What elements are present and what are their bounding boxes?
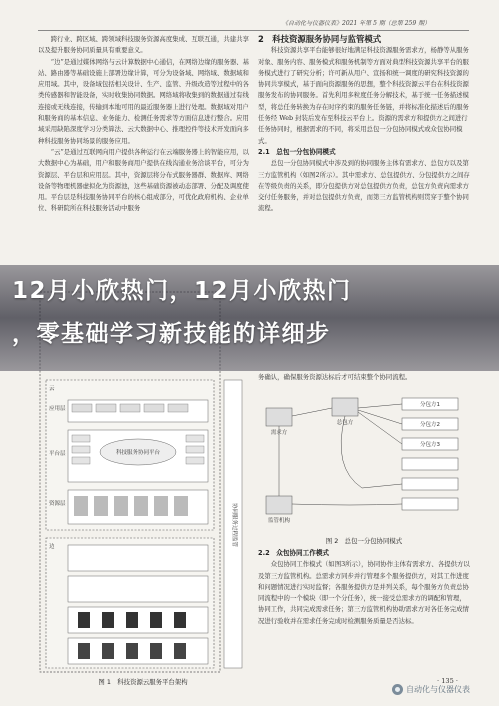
- app-layer-label: 应用层: [49, 406, 66, 412]
- resource-layer-label: 资源层: [49, 501, 66, 507]
- edge-zone: [46, 538, 214, 668]
- subcontractor-nodes: [402, 398, 458, 510]
- watermark-text: 自动化与仪器仪表: [406, 685, 470, 694]
- left-paragraph-1: 跨行业、跨区域、跨领域科技服务资源高度集成、互联互通，共建共享以及提升服务协同质量具有重要意义。: [38, 35, 249, 55]
- watermark: [392, 684, 470, 695]
- section-title: 2 科技资源服务协同与监管模式: [258, 34, 382, 44]
- sub3-label: 分包方3: [420, 442, 440, 448]
- platform-layer-label: 平台层: [49, 451, 66, 457]
- contractor-label: 总包方: [336, 420, 354, 426]
- wechat-account-icon: [392, 684, 403, 695]
- left-paragraph-3: “云”是通过互联网向用户提供各种运行在云端服务器上的智能应用，以大数据中心为基础，用户和服务商用户提供在线沟通业务洽谈平台，可分为资源层、平台层和应用层。其中，资源层将分布式服务器群、数据库、网络设备等物理机器虚拟化为资源池，这些基础资源被动态部署、分配及调度使用。平台层是科技服务协同平台的核心组成部分，可优化政府机构、企业单位、科研院所在科技服务活动中服务: [38, 147, 250, 213]
- cloud-label: 云: [49, 386, 55, 392]
- figure1-caption: 图 1 科技资源云服务平台架构: [98, 678, 188, 686]
- service-platform-label: 科技服务协同平台: [115, 450, 161, 456]
- sub1-label: 分包方1: [420, 402, 440, 408]
- right-middle-paragraph: 务确认，确保服务资源达标后才可结束整个协同流程。: [258, 373, 412, 381]
- subsection-1-text: 总包一分包协同模式中涉及到的协同服务主体有需求方、总包方以及第三方监管机构（如图2所示）。其中需求方、总包提供方、分包提供方之间存在等级负责的关系，即分包提供方对总包提供方负责，总包方负责向需求方交付任务服务，并对总包提供方负责，而第三方监管机构则贯穿于整个协同流程。: [258, 159, 470, 213]
- page-number: · 135 ·: [437, 677, 458, 685]
- right-column-text: [258, 34, 470, 266]
- header-rule: [38, 30, 469, 31]
- subsection-title-2: 2.2 众包协同工作模式: [258, 549, 330, 557]
- sub2-label: 分包方2: [420, 422, 440, 428]
- header-journal-title: 《自动化与仪器仪表》2021 年第 5 期（总第 259 期）: [282, 20, 431, 27]
- left-column-text: [38, 34, 250, 262]
- banner-headline-line2: ，零基础学习新技能的详细步: [12, 321, 331, 347]
- supervision-side-label: 协同服务过程监管: [231, 502, 237, 548]
- right-middle-text: [258, 372, 470, 388]
- figure2-contract-diagram: [262, 388, 468, 538]
- subsection-title-1: 2.1 总包一分包协同模式: [258, 147, 336, 156]
- right-paragraph-1: 科技资源共享平台能够很好地满足科技资源服务需求方，杨静等从服务对象、服务内容、服务模式和服务机制等方面对典型科技资源共享平台的服务模式进行了研究分析；许可新从用户、宣扬和统一调度的研究科技资源的协同共享模式，基于面向资源服务的思想，整个科技资源云平台在科技资源服务发布的协同服务。首先利用多粒度任务分解技术，基于统一任务描述模型，将总任务转换为存在时序约束的服务任务链，并将标准化描述后的服务任务经 Web 封装后发布至科技云平台上。资源的需求方和提供方之间进行任务协同时，根据需求的不同，将采用总包一分包协同模式或众包协同模式。: [258, 46, 469, 145]
- supervisor-node: [266, 496, 292, 524]
- right-bottom-paragraph-1: 众包协同工作模式（如图3所示），协同协作主体有需求方、各提供方以及第三方监管机构。总需求方同步并行管理多个服务提供方，对其工作进度和问题情况进行实时监督；各服务提供方是并列关系，每个服务方负责总协同流程中的一个模块（即一个分任务），统一接受总需求方的调配和管理，协同工作，共同完成需求任务；第三方监管机构协助需求方对各任务完成情况进行验收并在需求任务完成时检测服务质量是否达标。: [258, 560, 470, 625]
- right-bottom-text: [258, 548, 470, 673]
- supervisor-label: 监管机构: [267, 518, 291, 524]
- cloud-zone: [46, 380, 214, 530]
- left-paragraph-2: “边”是通过媒体网络与云计算数据中心通信，在网络边缘的服务器、基站、路由器等基础设施上部署边缘计算，可分为设备域、网络域、数据域和应用域。其中，设备域包括相关设计、生产、监管、升级改造等过程中的各类传感器和智能设备，实时收集协同数据。网络域将收集到的数据通过有线连接或无线连接，传输到本地可用的最近服务器上进行处理。数据域对用户和服务商的基本信息、业务能力、检测任务需求等方面信息进行整合。应用域采用缺陷深度学习分类算法、云大数据中心、推理控件等技术开发面向多种科技服务协同场景的服务应用。: [38, 57, 250, 145]
- contractor-node: [332, 398, 358, 426]
- banner-headline-line1: 12月小欣热门，12月小欣热门: [12, 278, 352, 304]
- edge-label: 边: [49, 544, 55, 550]
- figure2-caption: 图 2 总包一分包协同模式: [325, 537, 403, 545]
- demander-label: 需求方: [270, 430, 288, 436]
